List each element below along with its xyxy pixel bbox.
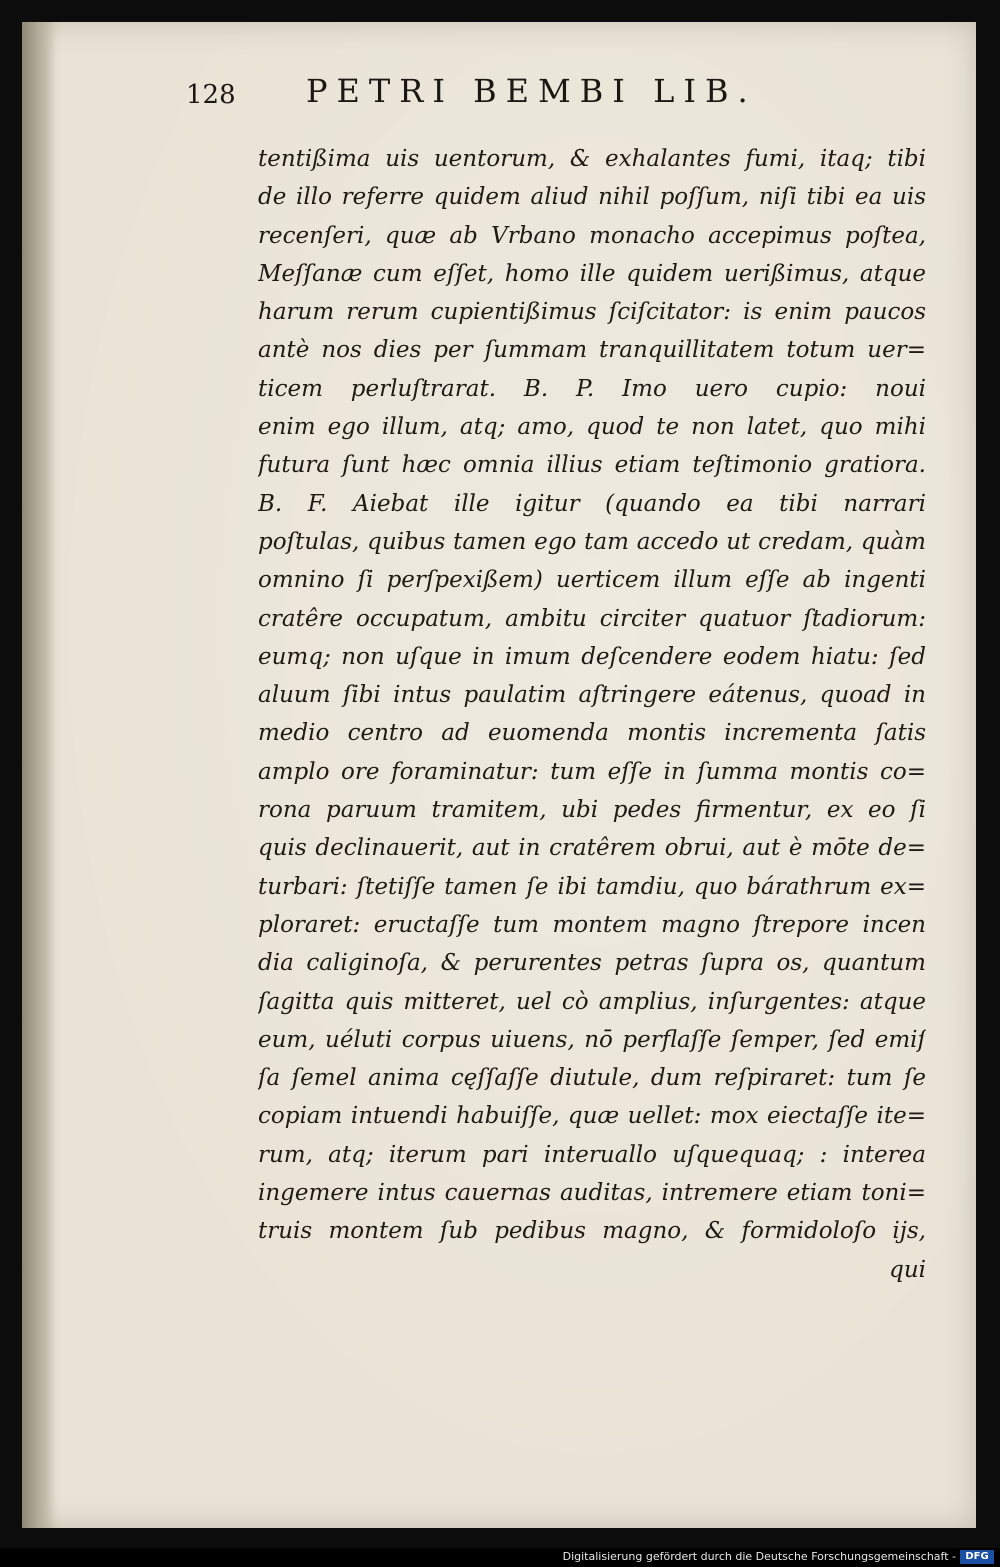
page-gutter bbox=[22, 22, 56, 1528]
text-line: poſtulas, quibus tamen ego tam accedo ut credam, quàm bbox=[258, 528, 926, 555]
text-line: ploraret: eructaſſe tum montem magno ſtrepore incen bbox=[258, 911, 926, 938]
text-line: Meſſanæ cum eſſet, homo ille quidem uerißimus, atque bbox=[258, 260, 926, 287]
text-line: copiam intuendi habuiſſe, quæ uellet: mox eiectaſſe ite= bbox=[258, 1103, 926, 1130]
text-line: antè nos dies per ſummam tranquillitatem totum uer= bbox=[258, 337, 926, 364]
text-line: rum, atq; iterum pari interuallo uſquequaq; : interea bbox=[258, 1141, 926, 1168]
text-line: recenſeri, quæ ab Vrbano monacho accepimus poſtea, bbox=[258, 222, 926, 249]
text-line: ticem perluſtrarat. B. P. Imo uero cupio: noui bbox=[258, 375, 926, 402]
text-line: ſa ſemel anima cęſſaſſe diutule, dum reſpiraret: tum ſe bbox=[258, 1065, 926, 1092]
text-line: dia caliginoſa, & perurentes petras ſupra os, quantum bbox=[258, 950, 926, 977]
text-line: tentißima uis uentorum, & exhalantes fumi, itaq; tibi bbox=[258, 146, 926, 172]
text-line: enim ego illum, atq; amo, quod te non latet, quo mihi bbox=[258, 414, 926, 441]
text-line: quis declinauerit, aut in cratêrem obrui, aut è mōte de= bbox=[258, 835, 926, 862]
text-line: ſagitta quis mitteret, uel cò amplius, inſurgentes: atque bbox=[258, 988, 926, 1015]
page-number: 128 bbox=[186, 80, 236, 110]
text-line: harum rerum cupientißimus ſciſcitator: is enim paucos bbox=[258, 299, 926, 326]
funding-credit: Digitalisierung gefördert durch die Deutsche Forschungsgemeinschaft - bbox=[562, 1550, 956, 1563]
text-line: omnino ſi perſpexißem) uerticem illum eſſe ab ingenti bbox=[258, 567, 926, 594]
text-line: rona paruum tramitem, ubi pedes firmentur, ex eo ſi bbox=[258, 797, 926, 824]
running-head: PETRI BEMBI LIB. bbox=[306, 72, 757, 110]
catchword: qui bbox=[889, 1256, 926, 1283]
text-line: truis montem ſub pedibus magno, & formidoloſo ijs, bbox=[258, 1218, 926, 1245]
text-line: ingemere intus cauernas auditas, intremere etiam toni= bbox=[258, 1180, 926, 1207]
text-line: B. F. Aiebat ille igitur (quando ea tibi narrari bbox=[258, 490, 926, 517]
digitization-footer bbox=[0, 1548, 1000, 1567]
text-line: turbari: ſtetiſſe tamen ſe ibi tamdiu, quo bárathrum ex= bbox=[258, 873, 926, 900]
dfg-logo-icon: DFG bbox=[960, 1550, 994, 1564]
text-line: eumq; non uſque in imum deſcendere eodem hiatu: ſed bbox=[258, 643, 926, 670]
text-line: amplo ore foraminatur: tum eſſe in ſumma montis co= bbox=[258, 758, 926, 785]
text-line: aluum ſibi intus paulatim aſtringere eátenus, quoad in bbox=[258, 682, 926, 709]
text-line: cratêre occupatum, ambitu circiter quatuor ſtadiorum: bbox=[258, 605, 926, 632]
body-text bbox=[258, 140, 938, 1289]
text-line: medio centro ad euomenda montis incrementa ſatis bbox=[258, 720, 926, 747]
text-line: futura ſunt hæc omnia illius etiam teſtimonio gratiora. bbox=[258, 452, 926, 479]
text-line: de illo referre quidem aliud nihil poſſum, niſi tibi ea uis bbox=[258, 184, 926, 211]
page-header bbox=[186, 70, 886, 130]
text-line: eum, uéluti corpus uiuens, nō perflaſſe ſemper, ſed emiſ bbox=[258, 1026, 926, 1053]
